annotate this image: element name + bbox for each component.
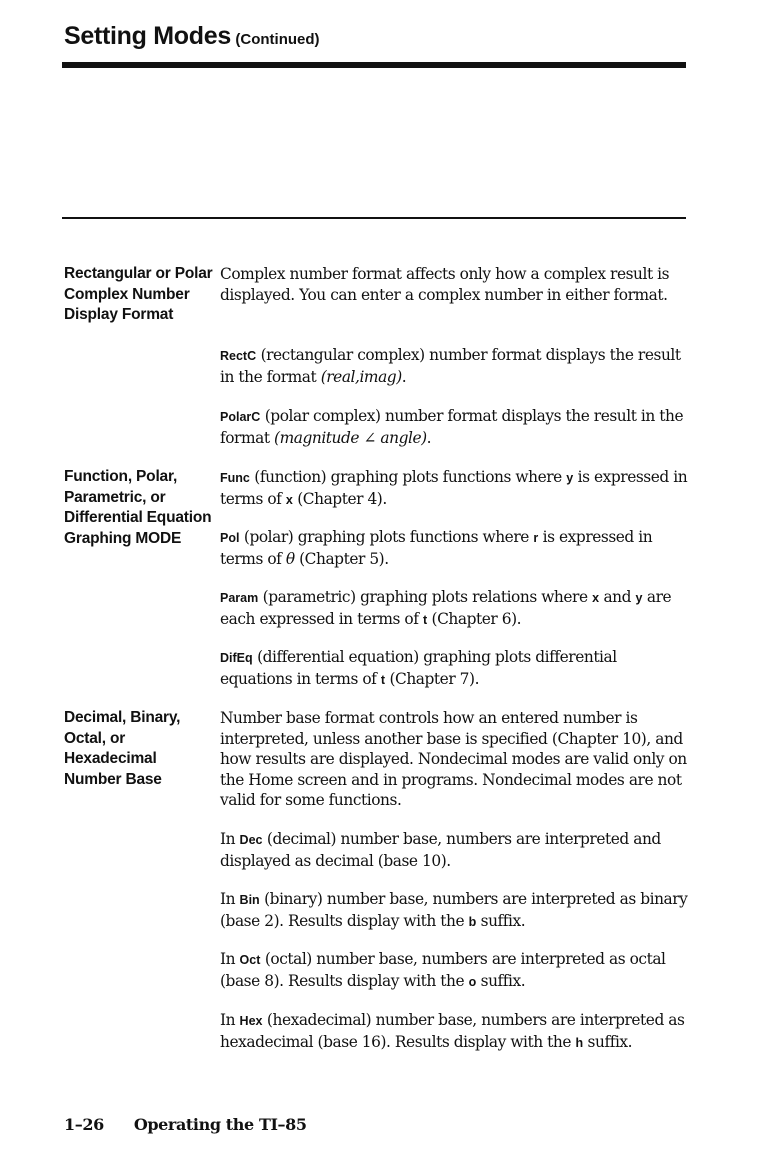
header-rule	[62, 62, 686, 68]
paragraph-text: Number base format controls how an entered number is interpreted, unless another base is specified (Chapter 10), and how results are displayed. Nondecimal modes are valid only on the Home screen and in programs. Nondecimal modes are not valid for some functions.	[220, 709, 687, 809]
formula-real-imag: (real,imag)	[320, 367, 402, 386]
keyword-bin: Bin	[239, 893, 260, 907]
paragraph-func	[220, 467, 690, 510]
keyword-rectc: RectC	[220, 349, 257, 363]
paragraph-text: Complex number format affects only how a complex result is displayed. You can enter a complex number in either format.	[220, 265, 670, 304]
variable-t: t	[380, 672, 386, 687]
paragraph-mid: is expressed in terms of	[220, 468, 688, 508]
book-title: Operating the TI–85	[133, 1115, 307, 1134]
keyword-oct: Oct	[239, 953, 261, 967]
variable-x: x	[592, 591, 600, 605]
paragraph-text: (polar) graphing plots functions where	[239, 528, 534, 546]
paragraph-tail: suffix.	[583, 1032, 633, 1051]
paragraph-dec	[220, 829, 690, 871]
paragraph-tail: (Chapter 4).	[292, 489, 387, 508]
page-subtitle: (Continued)	[235, 31, 320, 48]
paragraph-text: (rectangular complex) number format displays the result in the format	[220, 346, 681, 386]
paragraph-tail: (Chapter 5).	[294, 549, 389, 568]
paragraph-text: (hexadecimal) number base, numbers are interpreted as hexadecimal (base 16). Results display with the	[220, 1011, 685, 1051]
paragraph-text: (binary) number base, numbers are interpreted as binary (base 2). Results display with the	[220, 890, 688, 930]
suffix-h: h	[575, 1035, 584, 1050]
paragraph-mid: is expressed in terms of	[220, 528, 653, 568]
paragraph-tail: (Chapter 7).	[385, 669, 480, 688]
page-title: Setting Modes	[64, 22, 231, 50]
keyword-difeq: DifEq	[220, 651, 253, 665]
paragraph-pre: In	[220, 950, 240, 968]
paragraph-hex	[220, 1010, 690, 1053]
paragraph-polarc	[220, 406, 690, 448]
variable-theta: θ	[285, 549, 295, 568]
paragraph-tail: .	[426, 428, 432, 447]
paragraph-tail: suffix.	[476, 911, 526, 930]
paragraph-tail: .	[401, 367, 407, 386]
paragraph-text: (differential equation) graphing plots differential equations in terms of	[220, 648, 617, 688]
paragraph-number-base-intro	[220, 708, 690, 811]
section-label-complex-format: Rectangular or Polar Complex Number Display Format	[64, 265, 213, 323]
suffix-b: b	[468, 914, 477, 929]
paragraph-rectc	[220, 345, 690, 387]
paragraph-text: (decimal) number base, numbers are interpreted and displayed as decimal (base 10).	[220, 830, 661, 870]
keyword-param: Param	[220, 591, 259, 605]
suffix-o: o	[468, 974, 477, 989]
keyword-hex: Hex	[239, 1014, 263, 1028]
paragraph-text: (octal) number base, numbers are interpreted as octal (base 8). Results display with the	[220, 950, 666, 990]
variable-y: y	[635, 591, 643, 605]
paragraph-text: (function) graphing plots functions where	[249, 468, 567, 486]
paragraph-text: (polar complex) number format displays the result in the format	[220, 407, 684, 447]
paragraph-tail: (Chapter 6).	[427, 609, 522, 628]
paragraph-mid: and	[599, 588, 636, 606]
section-label-number-base: Decimal, Binary, Octal, or Hexadecimal Number Base	[64, 709, 181, 788]
paragraph-pol	[220, 527, 690, 569]
section-rule	[62, 217, 686, 219]
paragraph-pre: In	[220, 1011, 240, 1029]
variable-t: t	[422, 612, 428, 627]
paragraph-difeq	[220, 647, 690, 690]
page-header	[64, 22, 320, 51]
paragraph-param	[220, 587, 690, 630]
keyword-pol: Pol	[220, 531, 240, 545]
section-label-graphing-mode: Function, Polar, Parametric, or Differential Equation Graphing MODE	[64, 468, 212, 547]
paragraph-bin	[220, 889, 690, 932]
keyword-dec: Dec	[239, 833, 263, 847]
variable-r: r	[533, 531, 539, 545]
paragraph-tail: suffix.	[476, 971, 526, 990]
page-footer	[64, 1115, 307, 1134]
paragraph-pre: In	[220, 830, 240, 848]
paragraph-text: (parametric) graphing plots relations where	[258, 588, 593, 606]
paragraph-oct	[220, 949, 690, 992]
paragraph-mid2: are each expressed in terms of	[220, 588, 672, 628]
paragraph-complex-intro	[220, 264, 690, 305]
variable-x: x	[285, 492, 293, 507]
variable-y: y	[566, 471, 574, 485]
paragraph-pre: In	[220, 890, 240, 908]
formula-magnitude-angle: (magnitude ∠ angle)	[274, 428, 427, 447]
keyword-polarc: PolarC	[220, 410, 261, 424]
keyword-func: Func	[220, 471, 250, 485]
page-number: 1–26	[64, 1115, 104, 1134]
